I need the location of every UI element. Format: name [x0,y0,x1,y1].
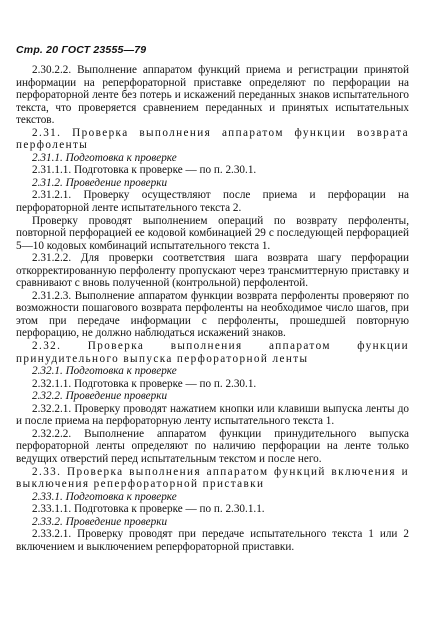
paragraph-2-30-2-2: 2.30.2.2. Выполнение аппаратом функций приема и регистрации принятой информации на реперфораторной приставке определяют по перфорации на перфораторной ленте без потерь и искажений переданных знаков испытательного текста, что проверяется сравнением переданных и принятых испытательных текстов. [16,64,409,127]
paragraph-2-31-2-3: 2.31.2.3. Выполнение аппаратом функции возврата перфоленты проверяют по возможности пошагового возврата перфоленты на необходимое число шагов, при этом при передаче информации с перфоленты, прошедшей повторную перфорацию, не должно наблюдаться искажений знаков. [16,289,409,340]
section-heading-2-32: 2.32. Проверка выполнения аппаратом функции принудительного выпуска перфораторной ленты [16,340,409,365]
subheading-2-32-2: 2.32.2. Проведение проверки [32,390,168,403]
paragraph-2-32-2-1: 2.32.2.1. Проверку проводят нажатием кнопки или клавиши выпуска ленты до и после приема на перфораторную ленту испытательного текста 1. [16,402,409,428]
running-head: Стр. 20 ГОСТ 23555—79 [16,44,147,56]
subheading-2-33-2: 2.33.2. Проведение проверки [32,515,168,528]
subheading-2-33-1: 2.33.1. Подготовка к проверке [32,490,177,503]
subheading-2-31-2: 2.31.2. Проведение проверки [32,176,168,189]
paragraph-2-33-1-1: 2.33.1.1. Подготовка к проверке — по п. 2.30.1.1. [32,503,265,516]
paragraph-2-33-2-1: 2.33.2.1. Проверку проводят при передаче испытательного текста 1 или 2 включением и выключением реперфораторной приставки. [16,528,409,553]
paragraph-2-31-2-1-cont: Проверку проводят выполнением операций по возврату перфоленты, повторной перфорацией ее кодовой комбинацией 29 с последующей перфорацией 5—10 кодовых комбинаций испытательного текста 1. [16,214,409,252]
subheading-2-31-1: 2.31.1. Подготовка к проверке [32,151,177,164]
paragraph-2-32-2-2: 2.32.2.2. Выполнение аппаратом функции принудительного выпуска перфораторной ленты определяют по наличию перфорации на ленте только ведущих отверстий перед испытательным текстом и после него. [16,427,409,465]
document-body [16,64,409,553]
section-heading-2-33: 2.33. Проверка выполнения аппаратом функций включения и выключения реперфораторной приставки [16,465,409,491]
paragraph-2-32-1-1: 2.32.1.1. Подготовка к проверке — по п. 2.30.1. [32,377,257,390]
paragraph-2-31-2-2: 2.31.2.2. Для проверки соответствия шага возврата шагу перфорации откорректированную перфоленту пропускают через трансмиттерную приставку и сравнивают с вновь полученной (контрольной) перфолентой. [16,252,409,290]
paragraph-2-31-2-1: 2.31.2.1. Проверку осуществляют после приема и перфорации на перфораторной ленте испытательного текста 2. [16,189,409,215]
subheading-2-32-1: 2.32.1. Подготовка к проверке [32,365,177,378]
section-heading-2-31: 2.31. Проверка выполнения аппаратом функции возврата перфоленты [16,126,409,152]
paragraph-2-31-1-1: 2.31.1.1. Подготовка к проверке — по п. 2.30.1. [32,164,257,177]
